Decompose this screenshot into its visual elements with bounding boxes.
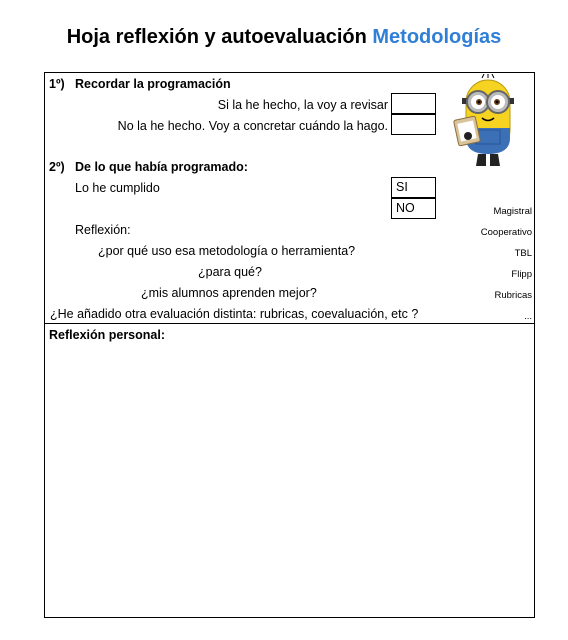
section2-number: 2º) <box>49 160 65 174</box>
method-magistral: Magistral <box>493 206 532 217</box>
page-title <box>0 26 568 49</box>
minion-mascot-image <box>452 74 524 170</box>
question-1: ¿por qué uso esa metodología o herramienta? <box>98 244 356 258</box>
method-flipp: Flipp <box>511 269 532 280</box>
section1-heading: Recordar la programación <box>75 77 231 91</box>
personal-reflection-area[interactable] <box>46 346 533 616</box>
title-accent: Metodologías <box>372 26 502 48</box>
method-rubricas: Rubricas <box>494 290 532 301</box>
done-label: Lo he cumplido <box>75 181 160 195</box>
method-more: ... <box>524 311 532 322</box>
section-divider <box>44 323 535 324</box>
reflexion-label: Reflexión: <box>75 223 131 237</box>
question-4: ¿He añadido otra evaluación distinta: rubricas, coevaluación, etc ? <box>50 307 419 321</box>
personal-heading: Reflexión personal: <box>49 328 165 342</box>
section1-line2: No la he hecho. Voy a concretar cuándo la hago. <box>117 119 388 133</box>
no-label: NO <box>396 201 415 215</box>
checkbox-revisar[interactable] <box>391 93 436 114</box>
question-2: ¿para qué? <box>198 265 262 279</box>
method-cooperativo: Cooperativo <box>480 227 532 238</box>
section1-line1: Si la he hecho, la voy a revisar <box>217 98 388 112</box>
yes-box[interactable] <box>391 177 436 198</box>
section2-heading: De lo que había programado: <box>75 160 248 174</box>
title-main: Hoja reflexión y autoevaluación <box>66 26 367 48</box>
method-tbl: TBL <box>514 248 532 259</box>
yes-label: SI <box>396 180 408 194</box>
section1-number: 1º) <box>49 77 65 91</box>
checkbox-concretar[interactable] <box>391 114 436 135</box>
question-3: ¿mis alumnos aprenden mejor? <box>141 286 317 300</box>
no-box[interactable] <box>391 198 436 219</box>
